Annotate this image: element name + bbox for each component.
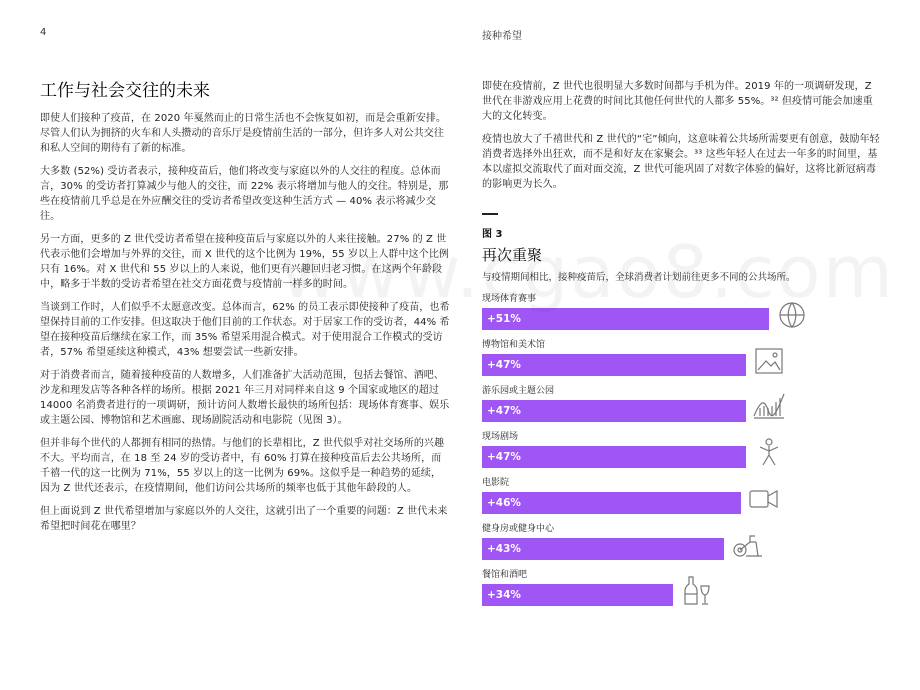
- bar-track: [482, 446, 882, 468]
- bar-track: [482, 400, 882, 422]
- section-title: 工作与社会交往的未来: [40, 81, 210, 101]
- body-paragraph: 但上面说到 Z 世代希望增加与家庭以外的人交往，这就引出了一个重要的问题：Z 世代未来希望把时间花在哪里？: [40, 506, 448, 532]
- performer-icon: [752, 436, 786, 470]
- bar: [482, 308, 769, 330]
- category-label: 餐馆和酒吧: [482, 569, 528, 580]
- category-label: 现场体育赛事: [482, 293, 537, 304]
- figure-label: 图 3: [482, 228, 503, 240]
- data-label: +47%: [487, 358, 521, 371]
- body-paragraph: 当谈到工作时，人们似乎不太愿意改变。总体而言，62% 的员工表示即使接种了疫苗，也希望保持目前的工作安排。但这取决于他们目前的工作状态。对于居家工作的受访者，44% 希望在接种疫苗后继续在家工作，而 35% 希望采用混合模式。对于使用混合工作模式的受访者，57% 希望延续这种模式，43% 想要尝试一些新安排。: [40, 302, 450, 358]
- left-column: [40, 80, 450, 542]
- bar-row: [482, 339, 882, 385]
- body-paragraph: 另一方面，更多的 Z 世代受访者希望在接种疫苗后与家庭以外的人来往接触。27% 的 Z 世代表示他们会增加与外界的交往，而 X 世代的这个比例为 19%，55 岁以上人群中这个比例只有 16%。对 X 世代和 55 岁以上的人来说，他们更有兴趣回归老习惯。在这两个年龄段中，略多于半数的受访者希望在社交方面花费与疫情前一样多的时间。: [40, 234, 450, 290]
- body-paragraph: 大多数 (52%) 受访者表示，接种疫苗后，他们将改变与家庭以外的人交往的程度。总体而言，30% 的受访者打算减少与他人的交往，而 22% 表示将增加与他人的交往。特别是，那些在疫情前几乎总是在外应酬交往的受访者希望改变这种生活方式 — 40% 表示将减少交往。: [40, 166, 449, 222]
- body-paragraph: 但并非每个世代的人都拥有相同的热情。与他们的长辈相比，Z 世代似乎对社交场所的兴趣不大。平均而言，在 18 至 24 岁的受访者中，有 60% 打算在接种疫苗后去公共场所，而千禧一代的这一比例为 71%，55 岁以上的这一比例为 69%。这似乎是一种趋势的延续，因为 Z 世代还表示，在疫情期间，他们访问公共场所的频率也低于其他年龄段的人。: [40, 438, 445, 494]
- page-number: 4: [40, 27, 47, 38]
- data-label: +43%: [487, 542, 521, 555]
- bar-track: [482, 354, 882, 376]
- category-label: 博物馆和美术馆: [482, 339, 546, 350]
- bar-chart: [482, 293, 882, 615]
- bar-track: [482, 538, 882, 560]
- data-label: +46%: [487, 496, 521, 509]
- bar-row: [482, 293, 882, 339]
- body-paragraph: 疫情也放大了千禧世代和 Z 世代的“宅”倾向，这意味着公共场所需要更有创意，鼓励年轻消费者选择外出狂欢，而不是和好友在家聚会。³³ 这些年轻人在过去一年多的时间里，基本以虚拟交流取代了面对面交流，Z 世代可能巩固了对数字体验的偏好，这将比新冠病毒的影响更为长久。: [482, 134, 880, 190]
- bar-row: [482, 385, 882, 431]
- wine-bottle-glass-icon: [679, 574, 713, 608]
- picture-icon: [752, 344, 786, 378]
- running-title: 接种希望: [482, 31, 522, 42]
- data-label: +51%: [487, 312, 521, 325]
- bar: [482, 492, 741, 514]
- bar-track: [482, 584, 882, 606]
- rollercoaster-icon: [752, 390, 786, 424]
- data-label: +47%: [487, 404, 521, 417]
- right-column: [482, 79, 882, 615]
- video-camera-icon: [747, 482, 781, 516]
- category-label: 健身房或健身中心: [482, 523, 555, 534]
- category-label: 现场剧场: [482, 431, 519, 442]
- figure-title: 再次重聚: [482, 245, 543, 264]
- bar-row: [482, 477, 882, 523]
- bar: [482, 584, 673, 606]
- body-paragraph: 即使在疫情前，Z 世代也很明显大多数时间都与手机为伴。2019 年的一项调研发现，Z 世代在非游戏应用上花费的时间比其他任何世代的人都多 55%。³² 但疫情可能会加速重大的文化转变。: [482, 81, 873, 122]
- exercise-bike-icon: [730, 528, 764, 562]
- category-label: 电影院: [482, 477, 510, 488]
- body-paragraph: 即使人们接种了疫苗，在 2020 年戛然而止的日常生活也不会恢复如初，而是会重新安排。尽管人们认为拥挤的火车和人头攒动的音乐厅是疫情前生活的一部分，但许多人对公共交往和私人空间的期待有了新的标准。: [40, 113, 447, 154]
- figure-subtitle: 与疫情期间相比，接种疫苗后，全球消费者计划前往更多不同的公共场所。: [482, 271, 796, 283]
- bar-track: [482, 492, 882, 514]
- bar-row: [482, 569, 882, 615]
- bar: [482, 538, 724, 560]
- bar: [482, 354, 746, 376]
- bar-track: [482, 308, 882, 330]
- category-label: 游乐园或主题公园: [482, 385, 555, 396]
- bar-row: [482, 523, 882, 569]
- ball-icon: [775, 298, 809, 332]
- bar-row: [482, 431, 882, 477]
- data-label: +34%: [487, 588, 521, 601]
- data-label: +47%: [487, 450, 521, 463]
- bar: [482, 400, 746, 422]
- bar: [482, 446, 746, 468]
- body-paragraph: 对于消费者而言，随着接种疫苗的人数增多，人们准备扩大活动范围，包括去餐馆、酒吧、沙龙和理发店等各种各样的场所。根据 2021 年三月对同样来自这 9 个国家或地区的超过 14000 名消费者进行的一项调研，预计访问人数增长最快的场所包括：现场体育赛事、娱乐或主题公园、博物馆和艺术画廊、现场剧院活动和电影院（见图 3）。: [40, 370, 450, 426]
- figure-rule: [482, 213, 498, 215]
